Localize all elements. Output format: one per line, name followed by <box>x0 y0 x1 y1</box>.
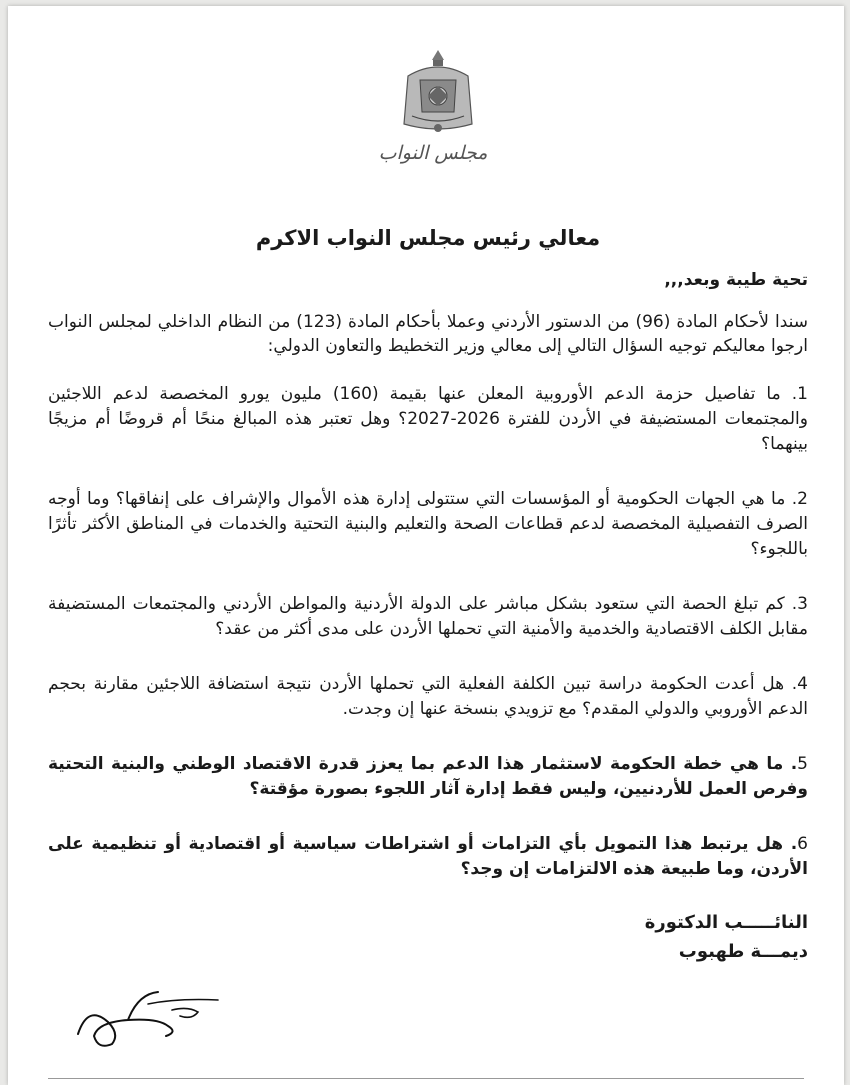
question-text: هل أعدت الحكومة دراسة تبين الكلفة الفعلية التي تحملها الأردن نتيجة استضافة اللاجئين مقارنة بحجم الدعم الأوروبي والدولي المقدم؟ مع تزويدي بنسخة عنها إن وجدت. <box>48 674 808 719</box>
signatory-name: ديمـــة طهبوب <box>678 941 808 962</box>
question-item: 4. هل أعدت الحكومة دراسة تبين الكلفة الفعلية التي تحملها الأردن نتيجة استضافة اللاجئين مقارنة بحجم الدعم الأوروبي والدولي المقدم؟ مع تزويدي بنسخة عنها إن وجدت. <box>48 674 808 719</box>
addressee-heading: معالي رئيس مجلس النواب الاكرم <box>255 226 601 250</box>
coat-of-arms-icon <box>388 46 488 136</box>
question-number: 4 <box>797 674 808 694</box>
question-text: ما هي خطة الحكومة لاستثمار هذا الدعم بما يعزز قدرة الاقتصاد الوطني والبنية التحتية وفرص العمل للأردنيين، وليس فقط إدارة آثار اللجوء بصورة مؤقتة؟ <box>48 754 808 799</box>
intro-paragraph: سندا لأحكام المادة (96) من الدستور الأردني وعملا بأحكام المادة (123) من النظام الداخلي لمجلس النواب ارجوا معاليكم توجيه السؤال التالي إلى معالي وزير التخطيط والتعاون الدولي: <box>48 312 808 356</box>
handwritten-signature <box>68 964 228 1054</box>
question-number: 2 <box>797 489 808 509</box>
signatory-title: النائـــــب الدكتورة <box>644 912 808 933</box>
question-number: 3 <box>797 594 808 614</box>
question-text: كم تبلغ الحصة التي ستعود بشكل مباشر على الدولة الأردنية والمواطن الأردني والمجتمعات المستضيفة مقابل الكلف الاقتصادية والخدمية والأمنية التي تحملها الأردن على مدى أكثر من عقد؟ <box>48 594 808 639</box>
question-number: 5 <box>797 754 808 774</box>
greeting: تحية طيبة وبعد,,, <box>664 270 808 290</box>
question-text: هل يرتبط هذا التمويل بأي التزامات أو اشتراطات سياسية أو اقتصادية أو تنظيمية على الأردن، وما طبيعة هذه الالتزامات إن وجد؟ <box>48 834 808 879</box>
parliament-label: مجلس النواب <box>378 142 488 164</box>
question-item: 2. ما هي الجهات الحكومية أو المؤسسات التي ستتولى إدارة هذه الأموال والإشراف على إنفاقها؟ وما أوجه الصرف التفصيلية المخصصة لدعم قطاعات الصحة والتعليم والبنية التحتية والخدمات في المناطق الأكثر تأثرًا باللجوء؟ <box>48 489 808 559</box>
document-page <box>8 6 844 1085</box>
question-item: 6. هل يرتبط هذا التمويل بأي التزامات أو اشتراطات سياسية أو اقتصادية أو تنظيمية على الأردن، وما طبيعة هذه الالتزامات إن وجد؟ <box>48 834 808 879</box>
letter-body <box>48 226 808 962</box>
question-item: 5. ما هي خطة الحكومة لاستثمار هذا الدعم بما يعزز قدرة الاقتصاد الوطني والبنية التحتية وفرص العمل للأردنيين، وليس فقط إدارة آثار اللجوء بصورة مؤقتة؟ <box>48 754 808 799</box>
question-text: ما هي الجهات الحكومية أو المؤسسات التي ستتولى إدارة هذه الأموال والإشراف على إنفاقها؟ وما أوجه الصرف التفصيلية المخصصة لدعم قطاعات الصحة والتعليم والبنية التحتية والخدمات في المناطق الأكثر تأثرًا باللجوء؟ <box>48 489 808 559</box>
footer-divider <box>48 1078 804 1079</box>
question-text: ما تفاصيل حزمة الدعم الأوروبية المعلن عنها بقيمة (160) مليون يورو المخصصة لدعم اللاجئين والمجتمعات المستضيفة في الأردن للفترة 2026-2027؟ وهل تعتبر هذه المبالغ منحًا أم قروضًا أم مزيجًا بينهما؟ <box>48 384 808 454</box>
question-item: 1. ما تفاصيل حزمة الدعم الأوروبية المعلن عنها بقيمة (160) مليون يورو المخصصة لدعم اللاجئين والمجتمعات المستضيفة في الأردن للفترة 2026-2027؟ وهل تعتبر هذه المبالغ منحًا أم قروضًا أم مزيجًا بينهما؟ <box>48 384 808 454</box>
question-number: 6 <box>797 834 808 854</box>
question-number: 1 <box>797 384 808 404</box>
question-item: 3. كم تبلغ الحصة التي ستعود بشكل مباشر على الدولة الأردنية والمواطن الأردني والمجتمعات المستضيفة مقابل الكلف الاقتصادية والخدمية والأمنية التي تحملها الأردن على مدى أكثر من عقد؟ <box>48 594 808 639</box>
